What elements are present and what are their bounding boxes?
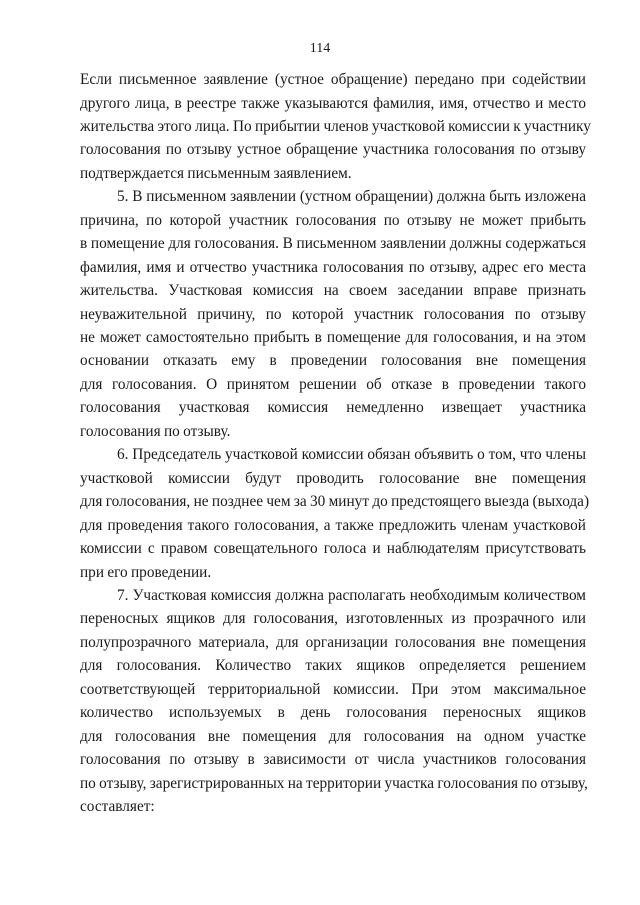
text-line: фамилия, имя и отчество участника голосования по отзыву, адрес его места — [80, 258, 586, 276]
text-line: по отзыву, зарегистрированных на территории участка голосования по отзыву, — [80, 774, 588, 792]
text-line: количество используемых в день голосования переносных ящиков — [80, 704, 586, 722]
paragraph-first-line: 6. Председатель участковой комиссии обязан объявить о том, что члены — [117, 446, 586, 464]
page-number: 114 — [309, 41, 331, 56]
text-line: голосования по отзыву. — [80, 422, 231, 440]
text-line: Если письменное заявление (устное обращение) передано при содействии — [80, 71, 586, 88]
text-line: неуважительной причину, по которой участник голосования по отзыву — [80, 305, 586, 323]
text-line: для голосования. Количество таких ящиков определяется решением — [80, 657, 586, 675]
text-line: не может самостоятельно прибыть в помещение для голосования, и на этом — [80, 328, 586, 346]
text-line: соответствующей территориальной комиссии. При этом максимальное — [80, 680, 586, 698]
text-line: основании отказать ему в проведении голосования вне помещения — [80, 352, 586, 370]
text-line: для голосования, не позднее чем за 30 минут до предстоящего выезда (выхода) — [80, 493, 590, 511]
text-line: для голосования вне помещения для голосования на одном участке — [80, 727, 586, 745]
text-line: жительства. Участковая комиссия на своем заседании вправе признать — [80, 282, 586, 299]
text-line: в помещение для голосования. В письменном заявлении должны содержаться — [80, 235, 586, 253]
paragraph-first-line: 5. В письменном заявлении (устном обращении) должна быть изложена — [117, 188, 586, 206]
text-line: составляет: — [80, 797, 155, 815]
paragraph-first-line: 7. Участковая комиссия должна располагать необходимым количеством — [117, 586, 586, 604]
text-line: голосования участковая комиссия немедленно извещает участника — [80, 399, 586, 417]
text-line: участковой комиссии будут проводить голосование вне помещения — [80, 469, 586, 487]
text-line: полупрозрачного материала, для организации голосования вне помещения — [80, 633, 586, 651]
text-line: комиссии с правом совещательного голоса и наблюдателям присутствовать — [80, 540, 586, 557]
text-line: переносных ящиков для голосования, изготовленных из прозрачного или — [80, 610, 586, 628]
text-line: подтверждается письменным заявлением. — [80, 164, 352, 182]
text-line: голосования по отзыву устное обращение участника голосования по отзыву — [80, 141, 586, 159]
text-line: причина, по которой участник голосования по отзыву не может прибыть — [80, 211, 586, 229]
text-line: для голосования. О принятом решении об отказе в проведении такого — [80, 375, 586, 393]
text-line: жительства этого лица. По прибытии членов участковой комиссии к участнику — [80, 117, 591, 135]
text-line: при его проведении. — [80, 563, 212, 581]
text-line: голосования по отзыву в зависимости от числа участников голосования — [80, 751, 586, 768]
text-line: для проведения такого голосования, а также предложить членам участковой — [80, 516, 586, 534]
text-line: другого лица, в реестре также указываются фамилия, имя, отчество и место — [80, 94, 586, 112]
